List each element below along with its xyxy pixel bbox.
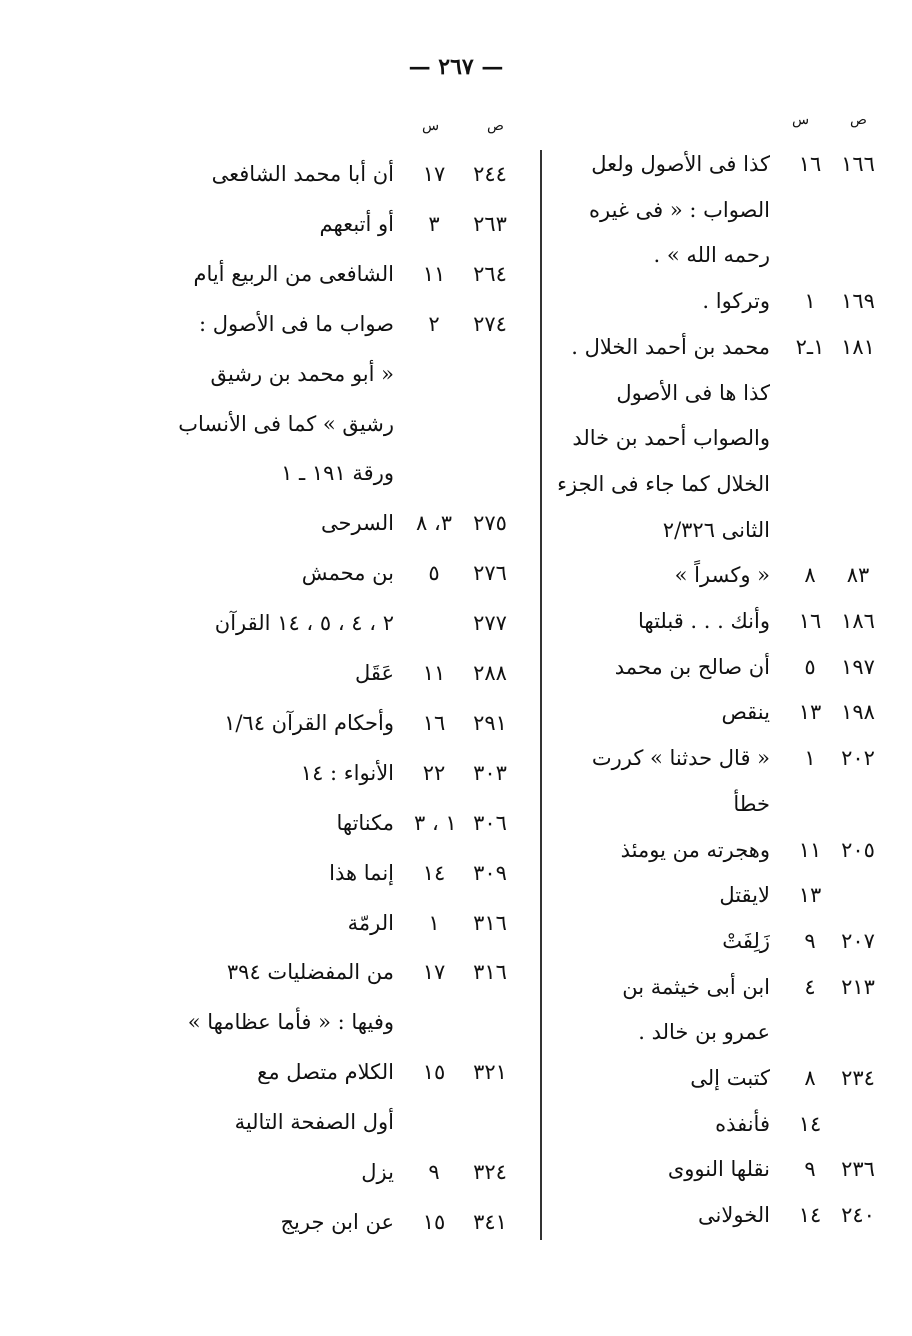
correction-text: وهجرته من يومئذ bbox=[620, 837, 770, 862]
correction-text: محمد بن أحمد الخلال . bbox=[571, 334, 770, 359]
page-number-cell: ٢٨٨ bbox=[473, 661, 507, 685]
correction-text: « قال حدثنا » كررت bbox=[591, 746, 770, 771]
correction-text: أو أتبعهم bbox=[319, 211, 394, 236]
line-number-cell: ١ bbox=[804, 746, 816, 771]
page-number-cell: ٣٢٤ bbox=[473, 1160, 507, 1184]
correction-text: رحمه الله » . bbox=[653, 243, 770, 268]
line-number-cell: ٣ bbox=[428, 211, 440, 236]
page-number-cell: ٢٦٣ bbox=[473, 211, 507, 236]
errata-row bbox=[190, 208, 530, 248]
line-number-cell: ٩ bbox=[428, 1160, 440, 1184]
line-number-cell: ١١ bbox=[422, 661, 446, 685]
correction-text: أن صالح بن محمد bbox=[614, 654, 770, 679]
correction-text: « وكسراً » bbox=[674, 563, 770, 588]
correction-text: من المفضليات ٣٩٤ bbox=[226, 960, 394, 985]
page-number-cell: ١٦٩ bbox=[841, 289, 875, 314]
line-number-cell: ٨ bbox=[804, 1066, 816, 1090]
page-number-cell: ٣٠٦ bbox=[473, 810, 507, 835]
page-number-cell: ٣٢١ bbox=[473, 1060, 507, 1085]
errata-row bbox=[190, 1156, 530, 1196]
page-number-cell: ٢٧٤ bbox=[473, 311, 507, 336]
errata-row bbox=[190, 1056, 530, 1096]
line-number-cell: ٥ bbox=[804, 654, 816, 679]
correction-text: وأحكام القرآن ١/٦٤ bbox=[224, 710, 394, 735]
line-number-cell: ١٣ bbox=[798, 883, 822, 908]
errata-row bbox=[548, 285, 888, 325]
page-number: — ٢٦٧ — bbox=[408, 54, 504, 80]
correction-text: أول الصفحة التالية bbox=[234, 1110, 394, 1135]
errata-row bbox=[548, 696, 888, 736]
errata-row bbox=[190, 308, 530, 348]
errata-row bbox=[548, 925, 888, 965]
errata-row bbox=[190, 807, 530, 847]
page-number-cell: ٢١٣ bbox=[841, 974, 875, 999]
correction-text: « أبو محمد بن رشيق bbox=[210, 361, 394, 386]
line-number-cell: ١١ bbox=[422, 261, 446, 286]
correction-text: كذا فى الأصول ولعل bbox=[591, 152, 770, 176]
correction-text: بن محمش bbox=[301, 561, 394, 586]
correction-text: ورقة ١٩١ ـ ١ bbox=[281, 461, 394, 486]
errata-row bbox=[190, 707, 530, 747]
page-number-cell: ٣٠٩ bbox=[473, 860, 507, 885]
correction-text: عمرو بن خالد . bbox=[638, 1020, 770, 1045]
page-number-cell: ٢٩١ bbox=[473, 710, 507, 735]
errata-row bbox=[190, 657, 530, 697]
errata-row bbox=[548, 651, 888, 691]
correction-text: أن أبا محمد الشافعى bbox=[211, 162, 394, 186]
errata-row bbox=[190, 956, 530, 996]
correction-text: وتركوا . bbox=[702, 289, 770, 314]
errata-row bbox=[548, 331, 888, 371]
line-number-cell: ١ـ٢ bbox=[795, 334, 825, 359]
page-number-cell: ٣١٦ bbox=[473, 910, 507, 935]
line-number-cell: ١٤ bbox=[798, 1203, 822, 1228]
line-number-cell: ٤ bbox=[804, 974, 816, 999]
page-number-cell: ٢٦٤ bbox=[473, 261, 507, 286]
line-number-cell: ١٧ bbox=[422, 960, 446, 985]
line-number-cell: ١١ bbox=[798, 837, 822, 862]
correction-text: نقلها النووى bbox=[667, 1157, 770, 1182]
page-number-cell: ١٦٦ bbox=[841, 152, 875, 176]
line-number-cell: ٢ bbox=[428, 311, 440, 336]
correction-text: صواب ما فى الأصول : bbox=[199, 311, 394, 336]
line-number-cell: ١ bbox=[804, 289, 816, 314]
page-number-cell: ٢٧٦ bbox=[473, 561, 507, 586]
correction-text: الثانى ٢/٣٢٦ bbox=[662, 517, 770, 542]
left-page-header: ص bbox=[487, 118, 504, 134]
correction-text: كذا ها فى الأصول bbox=[616, 380, 770, 405]
errata-row bbox=[190, 607, 530, 647]
correction-text: عن ابن جريج bbox=[280, 1209, 394, 1234]
page-number-cell: ٢٠٥ bbox=[841, 837, 875, 862]
errata-row bbox=[548, 605, 888, 645]
errata-row bbox=[548, 1153, 888, 1193]
correction-text: كتبت إلى bbox=[690, 1066, 770, 1090]
line-number-cell: ١٥ bbox=[422, 1060, 446, 1085]
errata-row bbox=[190, 258, 530, 298]
errata-row bbox=[190, 1206, 530, 1246]
errata-row bbox=[190, 158, 530, 198]
correction-text: إنما هذا bbox=[329, 860, 394, 885]
correction-text: عَقَل bbox=[354, 661, 394, 685]
correction-text: يزل bbox=[361, 1160, 394, 1184]
errata-row bbox=[190, 557, 530, 597]
correction-text: الأنواء : ١٤ bbox=[300, 760, 394, 785]
correction-text: الصواب : « فى غيره bbox=[589, 197, 770, 222]
errata-row bbox=[548, 239, 888, 279]
correction-text: ينقص bbox=[721, 700, 770, 725]
line-number-cell: ٨ bbox=[804, 563, 816, 588]
errata-row bbox=[548, 468, 888, 508]
correction-text: رشيق » كما فى الأنساب bbox=[178, 411, 394, 436]
page-number-cell: ٢٤٠ bbox=[841, 1203, 875, 1228]
line-number-cell: ١ bbox=[428, 910, 440, 935]
right-page-header: ص bbox=[850, 112, 867, 128]
page-number-cell: ١٩٨ bbox=[841, 700, 875, 725]
page-number-cell: ١٨١ bbox=[841, 334, 875, 359]
page-number-cell: ٢٠٢ bbox=[841, 746, 875, 771]
errata-row bbox=[548, 971, 888, 1011]
errata-row bbox=[548, 788, 888, 828]
page-number-cell: ٢٧٧ bbox=[473, 611, 507, 636]
left-line-header: س bbox=[422, 118, 440, 134]
line-number-cell: ١٦ bbox=[798, 152, 822, 176]
correction-text: وفيها : « فأما عظامها » bbox=[187, 1010, 394, 1035]
page-number-cell: ٢٧٥ bbox=[473, 511, 507, 536]
page-number-cell: ٢٠٧ bbox=[841, 928, 875, 953]
errata-row bbox=[548, 879, 888, 919]
page-number-cell: ٢٤٤ bbox=[473, 162, 507, 186]
line-number-cell: ١٣ bbox=[798, 700, 822, 725]
correction-text: الخولانى bbox=[698, 1203, 770, 1228]
line-number-cell: ١٦ bbox=[798, 609, 822, 633]
line-number-cell: ٣، ٨ bbox=[415, 511, 452, 536]
errata-row bbox=[548, 1016, 888, 1056]
errata-row bbox=[548, 377, 888, 417]
errata-row bbox=[548, 742, 888, 782]
page-number-cell: ٣١٦ bbox=[473, 960, 507, 985]
errata-row bbox=[548, 559, 888, 599]
correction-text: والصواب أحمد بن خالد bbox=[572, 426, 770, 451]
errata-row bbox=[178, 408, 530, 448]
errata-row bbox=[190, 358, 530, 398]
page-number-cell: ٨٣ bbox=[846, 563, 870, 588]
errata-row bbox=[548, 514, 888, 554]
correction-text: الشافعى من الربيع أيام bbox=[193, 261, 394, 286]
page-number-cell: ٣٤١ bbox=[473, 1209, 507, 1234]
errata-row bbox=[548, 1062, 888, 1102]
column-divider bbox=[540, 150, 542, 1240]
line-number-cell: ٥ bbox=[428, 561, 440, 586]
correction-text: ابن أبى خيثمة بن bbox=[622, 974, 770, 999]
correction-text: خطأ bbox=[733, 791, 770, 816]
correction-text: وأنك . . . قبلتها bbox=[638, 609, 770, 633]
correction-text: فأنفذه bbox=[715, 1111, 770, 1136]
errata-row bbox=[190, 1106, 530, 1146]
errata-row bbox=[548, 1108, 888, 1148]
correction-text: السرحى bbox=[320, 511, 394, 536]
correction-text: زَلِفَتْ bbox=[722, 928, 770, 953]
correction-text: الرمّة bbox=[347, 910, 394, 935]
errata-row bbox=[548, 194, 888, 234]
page-number-cell: ١٩٧ bbox=[841, 654, 875, 679]
page-number-cell: ٢٣٤ bbox=[841, 1066, 875, 1090]
correction-text: الكلام متصل مع bbox=[257, 1060, 394, 1085]
line-number-cell: ١٧ bbox=[422, 162, 446, 186]
errata-row bbox=[190, 757, 530, 797]
correction-text: الخلال كما جاء فى الجزء bbox=[557, 471, 770, 496]
line-number-cell: ١٤ bbox=[422, 860, 446, 885]
line-number-cell: ١٦ bbox=[422, 710, 446, 735]
right-line-header: س bbox=[792, 112, 810, 128]
line-number-cell: ١٥ bbox=[422, 1209, 446, 1234]
correction-text: لايقتل bbox=[719, 883, 770, 908]
errata-row bbox=[187, 1006, 530, 1046]
errata-row bbox=[548, 834, 888, 874]
errata-row bbox=[190, 507, 530, 547]
line-number-cell: ٩ bbox=[804, 1157, 816, 1182]
errata-row bbox=[190, 857, 530, 897]
errata-row bbox=[190, 457, 530, 497]
line-number-cell: ١ ، ٣ bbox=[414, 810, 457, 835]
page-number-cell: ١٨٦ bbox=[841, 609, 875, 633]
line-number-cell: ١٤ bbox=[798, 1111, 822, 1136]
errata-row bbox=[190, 907, 530, 947]
correction-text: مكناتها bbox=[336, 810, 394, 835]
errata-row bbox=[548, 1199, 888, 1239]
line-number-cell: ٢٢ bbox=[422, 760, 446, 785]
page-number-cell: ٢٣٦ bbox=[841, 1157, 875, 1182]
correction-text: ٢ ، ٤ ، ٥ ، ١٤ القرآن bbox=[214, 611, 394, 636]
errata-row bbox=[548, 148, 888, 188]
line-number-cell: ٩ bbox=[804, 928, 816, 953]
errata-row bbox=[548, 422, 888, 462]
page-number-cell: ٣٠٣ bbox=[473, 760, 507, 785]
